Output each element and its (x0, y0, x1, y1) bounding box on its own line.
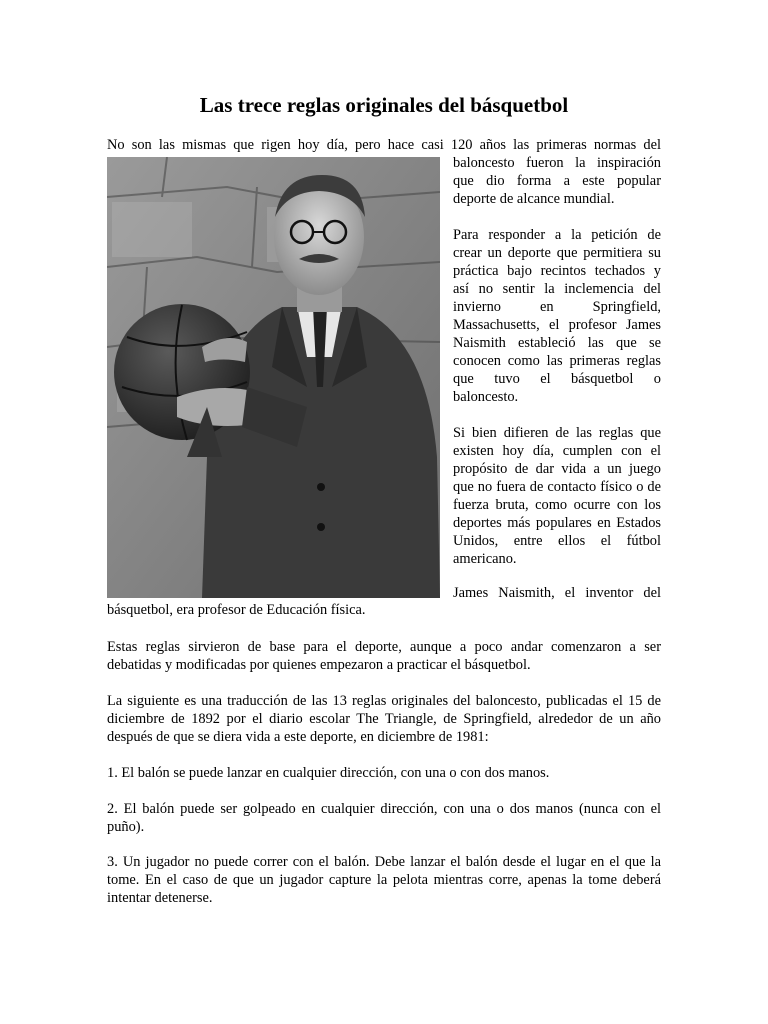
para2-line: práctica bajo recintos techados y (453, 263, 661, 279)
rule-3-line: 3. Un jugador no puede correr con el balón. Debe lanzar el balón desde el lugar en el que la (107, 854, 661, 870)
intro-col-line: que dio forma a este popular (453, 173, 661, 189)
para2-line: conocen como las primeras reglas (453, 353, 661, 369)
para3-line: que no fuera de contacto físico o de (453, 479, 661, 495)
para5-line: Estas reglas sirvieron de base para el deporte, aunque a poco andar comenzaron a ser (107, 639, 661, 655)
para3-line: americano. (453, 551, 517, 567)
rule-2-line: 2. El balón puede ser golpeado en cualquier dirección, con una o dos manos (nunca con el (107, 801, 661, 817)
rule-3-line: tome. En el caso de que un jugador capture la pelota mientras corre, apenas la tome deberá (107, 872, 661, 888)
rule-3-line: intentar detenerse. (107, 890, 213, 906)
para3-line: existen hoy día, cumplen con el (453, 443, 661, 459)
para3-line: Unidos, entre ellos el fútbol (453, 533, 661, 549)
rule-1: 1. El balón se puede lanzar en cualquier dirección, con una o con dos manos. (107, 765, 550, 781)
para4-col-line: James Naismith, el inventor del (453, 585, 661, 601)
para2-line: Naismith estableció las que se (453, 335, 661, 351)
document-title: Las trece reglas originales del básquetbol (199, 93, 569, 117)
para2-line: que tuvo el básquetbol o (453, 371, 661, 387)
para3-line: Si bien difieren de las reglas que (453, 425, 661, 441)
para2-line: Massachusetts, el profesor James (453, 317, 661, 333)
intro-col-line: deporte de alcance mundial. (453, 191, 615, 207)
para3-line: propósito de dar vida a un juego (453, 461, 661, 477)
para4-line: básquetbol, era profesor de Educación física. (107, 602, 366, 618)
para2-line: así no sentir la inclemencia del (453, 281, 661, 297)
intro-line: No son las mismas que rigen hoy día, pero hace casi 120 años las primeras normas del (107, 137, 661, 153)
para2-line: Para responder a la petición de (453, 227, 661, 243)
para2-line: baloncesto. (453, 389, 519, 405)
para6-line: después de que se diera vida a este deporte, en diciembre de 1981: (107, 729, 489, 745)
para6-line: diciembre de 1892 por el diario escolar The Triangle, de Springfield, alrededor de un año (107, 711, 661, 727)
para3-line: deportes más populares en Estados (453, 515, 661, 531)
naismith-photo (107, 157, 440, 598)
para5-line: debatidas y modificadas por quienes empezaron a practicar el básquetbol. (107, 657, 531, 673)
para2-line: crear un deporte que permitiera su (453, 245, 661, 261)
intro-col-line: baloncesto fueron la inspiración (453, 155, 661, 171)
para6-line: La siguiente es una traducción de las 13 reglas originales del baloncesto, publicadas el 15 de (107, 693, 661, 709)
para2-line: invierno en Springfield, (453, 299, 661, 315)
para3-line: fuerza bruta, como ocurre con los (453, 497, 661, 513)
rule-2-line: puño). (107, 819, 145, 835)
